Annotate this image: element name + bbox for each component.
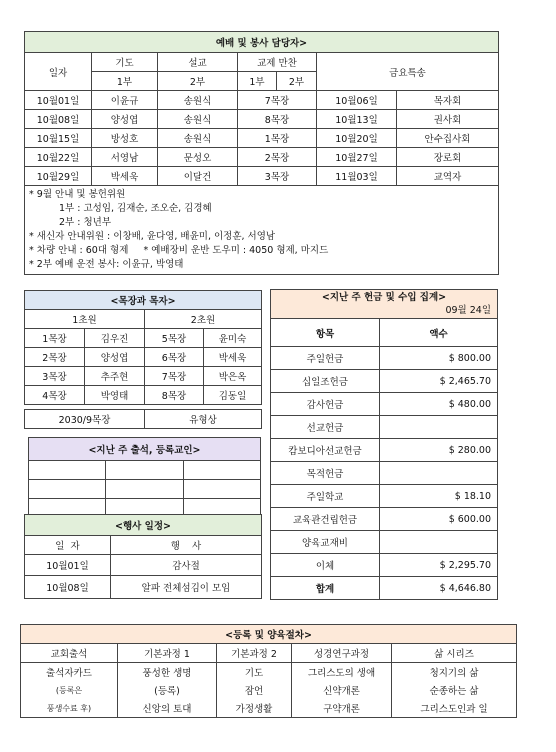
exchange-cell: 2목장 <box>238 148 317 167</box>
table-row <box>271 508 498 531</box>
sermon-part: 2부 <box>158 72 238 91</box>
date-cell: 10월08일 <box>25 110 92 129</box>
cell: 김우진 <box>85 329 145 348</box>
sermon-cell: 송원식 <box>158 110 238 129</box>
table-row <box>21 681 517 699</box>
note-line: * 새신자 안내위원 : 이창배, 윤다영, 배윤미, 이정훈, 서영남 <box>29 231 276 242</box>
cell: 추주현 <box>85 367 145 386</box>
registration-title: <등록 및 양육절차> <box>21 625 517 644</box>
cell <box>380 531 498 554</box>
cell: 2목장 <box>25 348 85 367</box>
prayer-cell: 서영남 <box>92 148 158 167</box>
cell: $ 480.00 <box>380 393 498 416</box>
note-line: * 2부 예배 운전 봉사: 이윤규, 박영태 <box>29 259 184 270</box>
header-cell: 성경연구과정 <box>292 644 392 663</box>
cell <box>183 480 260 499</box>
shepherds-title: <목장과 목자> <box>25 291 262 310</box>
cell: 주일학교 <box>271 485 380 508</box>
cell: 그리스도인과 일 <box>392 699 517 718</box>
total-label: 합계 <box>271 577 380 600</box>
shepherds-table <box>24 290 262 405</box>
date-cell: 10월29일 <box>25 167 92 186</box>
friday-date-cell: 10월20일 <box>317 129 397 148</box>
table-row <box>271 347 498 370</box>
table-row <box>25 386 262 405</box>
friday-date-cell: 10월27일 <box>317 148 397 167</box>
cell: 양성엽 <box>85 348 145 367</box>
cell: $ 600.00 <box>380 508 498 531</box>
cell: 신약개론 <box>292 681 392 699</box>
table-row <box>25 91 499 110</box>
cell: 10월01일 <box>25 555 111 576</box>
cell: $ 2,295.70 <box>380 554 498 577</box>
events-section <box>24 514 261 599</box>
worship-notes <box>25 186 499 275</box>
cell: 6목장 <box>145 348 204 367</box>
cell: 7목장 <box>145 367 204 386</box>
prayer-cell: 양성엽 <box>92 110 158 129</box>
total-row <box>271 577 498 600</box>
col-friday: 금요특송 <box>317 53 499 91</box>
header-cell: 삶 시리즈 <box>392 644 517 663</box>
group1-label: 1초원 <box>25 310 145 329</box>
cell: 선교헌금 <box>271 416 380 439</box>
cell: 감사헌금 <box>271 393 380 416</box>
sermon-cell: 송원식 <box>158 91 238 110</box>
exchange-cell: 7목장 <box>238 91 317 110</box>
cell: 5목장 <box>145 329 204 348</box>
cell <box>106 461 183 480</box>
cell: $ 2,465.70 <box>380 370 498 393</box>
extra-shepherd-table <box>24 409 262 429</box>
friday-date-cell: 11월03일 <box>317 167 397 186</box>
friday-name-cell: 교역자 <box>397 167 499 186</box>
table-row <box>271 393 498 416</box>
cell: (등록) <box>118 681 217 699</box>
table-row <box>25 555 262 576</box>
cell: 윤미숙 <box>204 329 262 348</box>
cell: 순종하는 삶 <box>392 681 517 699</box>
finance-section <box>270 289 497 600</box>
cell: 3목장 <box>25 367 85 386</box>
events-title: <행사 일정> <box>25 515 262 536</box>
total-amount: $ 4,646.80 <box>380 577 498 600</box>
table-row <box>271 554 498 577</box>
exchange-cell: 1목장 <box>238 129 317 148</box>
table-row <box>271 531 498 554</box>
sermon-cell: 송원식 <box>158 129 238 148</box>
cell <box>380 462 498 485</box>
cell: 주일헌금 <box>271 347 380 370</box>
friday-date-cell: 10월13일 <box>317 110 397 129</box>
cell <box>29 480 106 499</box>
col-event-name: 행 사 <box>111 536 262 555</box>
col-item: 항목 <box>271 319 380 347</box>
cell: 출석자카드 <box>21 663 118 682</box>
prayer-part: 1부 <box>92 72 158 91</box>
cell: 10월08일 <box>25 576 111 599</box>
date-cell: 10월15일 <box>25 129 92 148</box>
cell: 교육관건립헌금 <box>271 508 380 531</box>
col-event-date: 일 자 <box>25 536 111 555</box>
attendance-title: <지난 주 출석, 등록교인> <box>29 438 261 461</box>
shepherds-section <box>24 290 261 429</box>
col-sermon: 설교 <box>158 53 238 72</box>
cell: 4목장 <box>25 386 85 405</box>
cell: 목적헌금 <box>271 462 380 485</box>
cell: 그리스도의 생애 <box>292 663 392 682</box>
cell <box>29 461 106 480</box>
table-row <box>25 129 499 148</box>
cell: 십일조헌금 <box>271 370 380 393</box>
prayer-cell: 박세욱 <box>92 167 158 186</box>
table-row <box>21 663 517 682</box>
sermon-cell: 이달건 <box>158 167 238 186</box>
table-row <box>271 370 498 393</box>
date-cell: 10월01일 <box>25 91 92 110</box>
cell: $ 18.10 <box>380 485 498 508</box>
col-exchange: 교제 만찬 <box>238 53 317 72</box>
cell: 신앙의 토대 <box>118 699 217 718</box>
finance-date: 09월 24일 <box>445 305 492 316</box>
finance-title: <지난 주 헌금 및 수입 집계> <box>321 292 447 303</box>
cell: 잠언 <box>217 681 292 699</box>
header-cell: 교회출석 <box>21 644 118 663</box>
cell: 김동일 <box>204 386 262 405</box>
registration-section <box>20 624 516 718</box>
cell: 구약개론 <box>292 699 392 718</box>
cell <box>106 480 183 499</box>
cell: 감사절 <box>111 555 262 576</box>
group2-label: 2초원 <box>145 310 262 329</box>
sermon-cell: 문성오 <box>158 148 238 167</box>
table-row <box>25 167 499 186</box>
cell: 풍성한 생명 <box>118 663 217 682</box>
finance-header <box>271 290 498 319</box>
cell: 청지기의 삶 <box>392 663 517 682</box>
cell: 기도 <box>217 663 292 682</box>
cell: 박세욱 <box>204 348 262 367</box>
registration-table <box>20 624 517 718</box>
table-row <box>25 148 499 167</box>
exchange-cell: 8목장 <box>238 110 317 129</box>
cell <box>183 461 260 480</box>
cell: 캄보디아선교헌금 <box>271 439 380 462</box>
exchange-part1: 1부 <box>238 72 277 91</box>
table-row <box>25 367 262 386</box>
cell: 박은옥 <box>204 367 262 386</box>
cell: $ 800.00 <box>380 347 498 370</box>
events-table <box>24 514 262 599</box>
friday-name-cell: 장로회 <box>397 148 499 167</box>
header-cell: 기본과정 1 <box>118 644 217 663</box>
note-line: 2부 : 청년부 <box>59 217 111 228</box>
attendance-table <box>28 437 261 518</box>
table-row <box>25 329 262 348</box>
exchange-cell: 3목장 <box>238 167 317 186</box>
worship-title: 예배 및 봉사 담당자> <box>25 32 499 53</box>
note-line: * 9월 안내 및 봉헌위원 <box>29 189 126 200</box>
prayer-cell: 이윤규 <box>92 91 158 110</box>
worship-section <box>24 31 498 275</box>
cell: 가정생활 <box>217 699 292 718</box>
table-row <box>271 439 498 462</box>
table-row <box>25 348 262 367</box>
extra-label: 2030/9목장 <box>25 410 145 429</box>
header-cell: 기본과정 2 <box>217 644 292 663</box>
table-row <box>25 110 499 129</box>
table-row <box>271 462 498 485</box>
table-row <box>21 699 517 718</box>
cell: 박영태 <box>85 386 145 405</box>
cell: (등록은 <box>21 681 118 699</box>
cell: 이체 <box>271 554 380 577</box>
col-date: 일자 <box>25 53 92 91</box>
friday-name-cell: 목자회 <box>397 91 499 110</box>
extra-name: 유형상 <box>145 410 262 429</box>
col-amount: 액수 <box>380 319 498 347</box>
worship-table <box>24 31 499 275</box>
friday-name-cell: 권사회 <box>397 110 499 129</box>
exchange-part2: 2부 <box>277 72 317 91</box>
note-line: * 차량 안내 : 60대 형제 * 예배장비 운반 도우미 : 4050 형제, 마지드 <box>29 245 329 256</box>
friday-name-cell: 안수집사회 <box>397 129 499 148</box>
cell: 알파 전체섬김이 모임 <box>111 576 262 599</box>
cell: 8목장 <box>145 386 204 405</box>
note-line: 1부 : 고성임, 김재순, 조오순, 김경혜 <box>59 203 212 214</box>
cell: 풍생수료 후) <box>21 699 118 718</box>
attendance-section <box>28 437 261 518</box>
table-row <box>271 416 498 439</box>
friday-date-cell: 10월06일 <box>317 91 397 110</box>
finance-table <box>270 289 498 600</box>
cell: $ 280.00 <box>380 439 498 462</box>
cell: 1목장 <box>25 329 85 348</box>
cell: 양육교재비 <box>271 531 380 554</box>
col-prayer: 기도 <box>92 53 158 72</box>
table-row <box>25 576 262 599</box>
prayer-cell: 방성호 <box>92 129 158 148</box>
cell <box>380 416 498 439</box>
date-cell: 10월22일 <box>25 148 92 167</box>
table-row <box>271 485 498 508</box>
